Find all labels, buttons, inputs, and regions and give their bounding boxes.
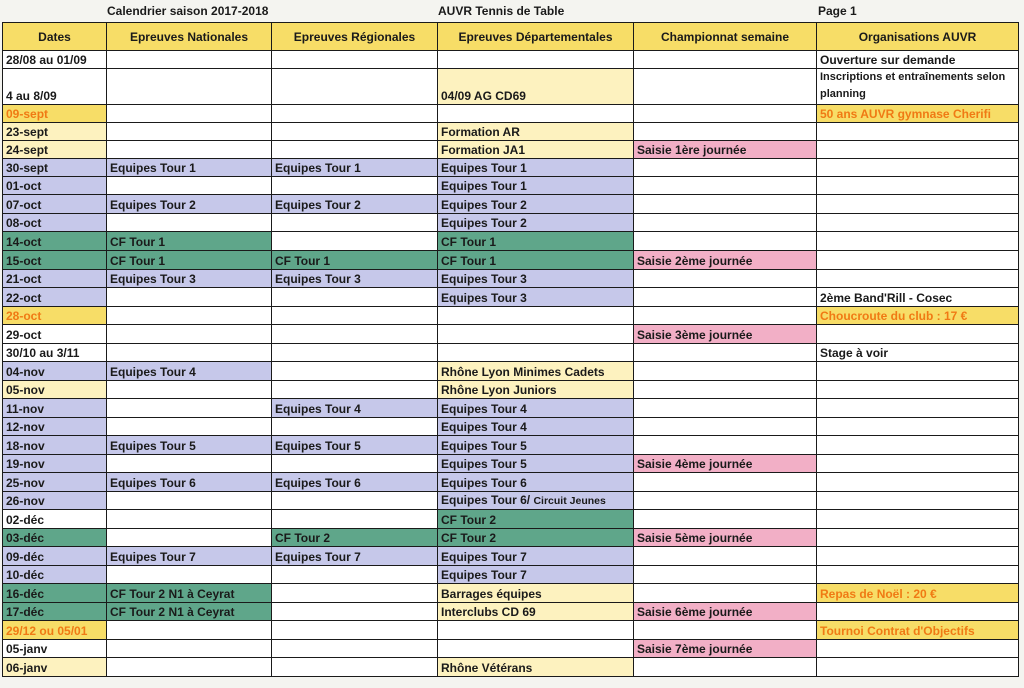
event-cell-championnat: Saisie 6ème journée [633,602,817,621]
event-cell-organisations [816,250,1019,270]
event-cell-organisations: Ouverture sur demande [816,50,1019,69]
event-cell-championnat [633,343,817,362]
date-cell: 30-sept [2,158,107,177]
event-cell-regionales [271,324,438,344]
event-cell-departementales: Rhône Lyon Minimes Cadets [437,361,634,381]
event-cell-departementales: Equipes Tour 2 [437,213,634,232]
event-cell-championnat [633,546,817,566]
event-cell-championnat [633,657,817,677]
event-cell-regionales: Equipes Tour 7 [271,546,438,566]
event-cell-departementales [437,343,634,362]
event-cell-departementales [437,324,634,344]
event-cell-championnat: Saisie 3ème journée [633,324,817,344]
event-cell-regionales [271,657,438,677]
event-cell-departementales [437,639,634,658]
event-cell-championnat [633,417,817,436]
event-cell-organisations [816,417,1019,436]
event-cell-departementales: 04/09 AG CD69 [437,68,634,105]
event-cell-regionales [271,50,438,69]
event-cell-organisations [816,122,1019,141]
event-cell-regionales: Equipes Tour 4 [271,398,438,418]
event-cell-regionales [271,68,438,105]
date-cell: 29-oct [2,324,107,344]
event-cell-departementales: Equipes Tour 6/ Circuit Jeunes [437,491,634,510]
event-cell-departementales [437,620,634,640]
event-cell-championnat [633,287,817,307]
event-cell-departementales: Equipes Tour 6 [437,472,634,492]
event-cell-nationales [106,417,272,436]
event-cell-departementales: CF Tour 1 [437,231,634,251]
column-header-regionales: Epreuves Régionales [271,22,438,51]
event-cell-organisations [816,657,1019,677]
event-cell-nationales: Equipes Tour 1 [106,158,272,177]
event-cell-organisations [816,472,1019,492]
event-cell-regionales [271,417,438,436]
event-cell-departementales: Equipes Tour 7 [437,546,634,566]
event-cell-championnat: Saisie 2ème journée [633,250,817,270]
event-cell-championnat [633,68,817,105]
event-cell-nationales [106,324,272,344]
event-cell-championnat [633,435,817,455]
page-number: Page 1 [818,4,857,18]
event-cell-nationales [106,213,272,232]
date-cell: 29/12 ou 05/01 [2,620,107,640]
event-cell-championnat [633,565,817,584]
event-cell-championnat [633,472,817,492]
event-cell-regionales [271,491,438,510]
date-cell: 09-sept [2,104,107,123]
event-cell-departementales: Equipes Tour 1 [437,158,634,177]
date-cell: 05-nov [2,380,107,399]
event-cell-organisations: Tournoi Contrat d'Objectifs [816,620,1019,640]
event-cell-organisations: 50 ans AUVR gymnase Cherifi [816,104,1019,123]
event-cell-organisations [816,639,1019,658]
event-cell-regionales [271,380,438,399]
event-cell-nationales [106,398,272,418]
date-cell: 07-oct [2,194,107,214]
date-cell: 09-déc [2,546,107,566]
event-cell-nationales [106,176,272,195]
event-cell-regionales [271,287,438,307]
event-cell-regionales [271,213,438,232]
event-cell-organisations [816,454,1019,473]
event-cell-regionales: CF Tour 1 [271,250,438,270]
event-cell-championnat [633,176,817,195]
event-cell-organisations [816,509,1019,529]
date-cell: 24-sept [2,140,107,159]
event-cell-nationales [106,565,272,584]
event-cell-departementales: Rhône Lyon Juniors [437,380,634,399]
event-cell-regionales [271,602,438,621]
event-cell-championnat [633,491,817,510]
event-cell-regionales [271,104,438,123]
event-cell-organisations [816,435,1019,455]
event-cell-organisations [816,398,1019,418]
event-cell-nationales: Equipes Tour 4 [106,361,272,381]
event-cell-departementales: Equipes Tour 4 [437,398,634,418]
event-cell-departementales: Formation JA1 [437,140,634,159]
event-cell-organisations [816,528,1019,547]
event-cell-nationales [106,620,272,640]
event-cell-championnat: Saisie 7ème journée [633,639,817,658]
event-cell-championnat [633,50,817,69]
event-cell-organisations: Choucroute du club : 17 € [816,306,1019,325]
date-cell: 08-oct [2,213,107,232]
event-cell-departementales: Equipes Tour 5 [437,454,634,473]
event-cell-regionales: CF Tour 2 [271,528,438,547]
event-cell-nationales [106,104,272,123]
event-cell-organisations [816,213,1019,232]
event-cell-regionales [271,509,438,529]
event-cell-championnat [633,306,817,325]
event-cell-organisations [816,231,1019,251]
date-cell: 28/08 au 01/09 [2,50,107,69]
date-cell: 26-nov [2,491,107,510]
event-cell-departementales: Barrages équipes [437,583,634,603]
date-cell: 23-sept [2,122,107,141]
event-cell-organisations: Stage à voir [816,343,1019,362]
event-cell-departementales: Equipes Tour 2 [437,194,634,214]
event-cell-nationales: CF Tour 1 [106,250,272,270]
date-cell: 12-nov [2,417,107,436]
date-cell: 01-oct [2,176,107,195]
event-cell-organisations: Repas de Noël : 20 € [816,583,1019,603]
event-cell-departementales: Rhône Vétérans [437,657,634,677]
event-cell-regionales [271,361,438,381]
event-cell-departementales: Interclubs CD 69 [437,602,634,621]
event-cell-nationales [106,287,272,307]
event-cell-departementales: Equipes Tour 1 [437,176,634,195]
event-cell-departementales: Equipes Tour 3 [437,269,634,288]
date-cell: 14-oct [2,231,107,251]
event-cell-organisations [816,380,1019,399]
event-cell-organisations [816,194,1019,214]
event-cell-championnat: Saisie 1ère journée [633,140,817,159]
event-cell-departementales [437,104,634,123]
event-cell-regionales [271,140,438,159]
event-cell-regionales: Equipes Tour 5 [271,435,438,455]
event-cell-organisations: Inscriptions et entraînements selon planning [816,68,1019,105]
date-cell: 19-nov [2,454,107,473]
event-cell-championnat [633,213,817,232]
event-cell-nationales: CF Tour 1 [106,231,272,251]
event-cell-organisations [816,602,1019,621]
event-cell-nationales [106,140,272,159]
date-cell: 30/10 au 3/11 [2,343,107,362]
event-cell-organisations [816,158,1019,177]
club-title: AUVR Tennis de Table [438,4,565,18]
event-cell-departementales: Formation AR [437,122,634,141]
event-cell-nationales: CF Tour 2 N1 à Ceyrat [106,583,272,603]
event-cell-departementales: Equipes Tour 3 [437,287,634,307]
event-cell-nationales [106,454,272,473]
date-cell: 05-janv [2,639,107,658]
event-cell-championnat [633,398,817,418]
date-cell: 02-déc [2,509,107,529]
event-cell-nationales: Equipes Tour 2 [106,194,272,214]
event-cell-regionales [271,176,438,195]
event-cell-organisations [816,565,1019,584]
event-cell-nationales [106,343,272,362]
event-cell-nationales [106,528,272,547]
event-cell-regionales: Equipes Tour 2 [271,194,438,214]
event-cell-nationales: Equipes Tour 3 [106,269,272,288]
date-cell: 25-nov [2,472,107,492]
event-cell-nationales [106,68,272,105]
event-cell-championnat [633,122,817,141]
event-cell-championnat: Saisie 4ème journée [633,454,817,473]
event-cell-championnat [633,269,817,288]
event-cell-organisations [816,176,1019,195]
event-cell-nationales [106,639,272,658]
event-cell-departementales: CF Tour 1 [437,250,634,270]
event-cell-championnat [633,158,817,177]
date-cell: 10-déc [2,565,107,584]
date-cell: 28-oct [2,306,107,325]
date-cell: 04-nov [2,361,107,381]
event-cell-departementales: CF Tour 2 [437,528,634,547]
date-cell: 21-oct [2,269,107,288]
event-cell-championnat [633,194,817,214]
event-cell-championnat [633,231,817,251]
event-cell-nationales [106,122,272,141]
event-cell-nationales [106,380,272,399]
event-cell-departementales: Equipes Tour 5 [437,435,634,455]
event-cell-championnat: Saisie 5ème journée [633,528,817,547]
event-cell-regionales [271,620,438,640]
event-cell-departementales [437,50,634,69]
season-title: Calendrier saison 2017-2018 [107,4,269,18]
event-cell-regionales: Equipes Tour 1 [271,158,438,177]
event-cell-regionales: Equipes Tour 3 [271,269,438,288]
date-cell: 4 au 8/09 [2,68,107,105]
event-cell-nationales: Equipes Tour 5 [106,435,272,455]
event-cell-championnat [633,104,817,123]
event-cell-championnat [633,509,817,529]
event-cell-nationales [106,509,272,529]
event-cell-championnat [633,361,817,381]
event-cell-departementales: Equipes Tour 7 [437,565,634,584]
event-cell-organisations [816,140,1019,159]
event-cell-regionales [271,454,438,473]
event-cell-nationales: Equipes Tour 7 [106,546,272,566]
date-cell: 18-nov [2,435,107,455]
column-header-organisations: Organisations AUVR [816,22,1019,51]
event-cell-organisations [816,546,1019,566]
date-cell: 11-nov [2,398,107,418]
event-cell-nationales: Equipes Tour 6 [106,472,272,492]
event-cell-organisations [816,269,1019,288]
date-cell: 06-janv [2,657,107,677]
event-cell-nationales: CF Tour 2 N1 à Ceyrat [106,602,272,621]
event-cell-championnat [633,380,817,399]
column-header-nationales: Epreuves Nationales [106,22,272,51]
event-cell-organisations [816,491,1019,510]
event-cell-championnat [633,583,817,603]
date-cell: 22-oct [2,287,107,307]
event-cell-regionales [271,583,438,603]
event-cell-departementales [437,306,634,325]
date-cell: 16-déc [2,583,107,603]
event-cell-regionales: Equipes Tour 6 [271,472,438,492]
event-cell-regionales [271,231,438,251]
date-cell: 17-déc [2,602,107,621]
event-cell-nationales [106,306,272,325]
event-cell-regionales [271,306,438,325]
event-cell-organisations [816,324,1019,344]
event-cell-championnat [633,620,817,640]
date-cell: 03-déc [2,528,107,547]
date-cell: 15-oct [2,250,107,270]
event-cell-nationales [106,50,272,69]
event-cell-departementales: Equipes Tour 4 [437,417,634,436]
column-header-championnat: Championnat semaine [633,22,817,51]
event-cell-organisations [816,361,1019,381]
event-cell-regionales [271,343,438,362]
event-cell-regionales [271,639,438,658]
event-cell-organisations: 2ème Band'Rill - Cosec [816,287,1019,307]
event-cell-departementales: CF Tour 2 [437,509,634,529]
column-header-dates: Dates [2,22,107,51]
column-header-departementales: Epreuves Départementales [437,22,634,51]
event-cell-nationales [106,657,272,677]
event-cell-regionales [271,565,438,584]
event-cell-regionales [271,122,438,141]
event-cell-nationales [106,491,272,510]
